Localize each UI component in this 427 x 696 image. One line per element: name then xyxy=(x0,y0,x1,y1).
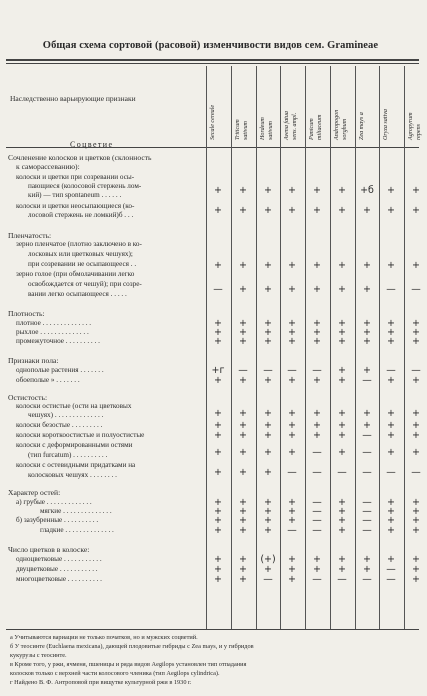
trait-mark: + xyxy=(214,574,222,585)
trait-mark: — xyxy=(287,365,297,376)
trait-label: зерно голое (при обмолачивании легко xyxy=(16,270,135,278)
trait-mark: + xyxy=(338,497,346,508)
trait-label: колоски и цветки неосыпающиеся (ко- xyxy=(16,202,135,210)
trait-label: многоцветковые . . . . . . . . . . xyxy=(16,575,102,583)
section-heading: Остистость: xyxy=(8,393,48,402)
trait-mark: — xyxy=(312,574,322,585)
trait-mark: + xyxy=(264,467,272,478)
trait-mark: — xyxy=(362,467,372,478)
trait-mark: + xyxy=(264,564,272,575)
trait-mark: + xyxy=(387,375,395,386)
trait-mark: + xyxy=(288,205,296,216)
trait-mark: — xyxy=(362,525,372,536)
trait-mark: + xyxy=(239,430,247,441)
column-divider xyxy=(206,66,207,629)
trait-mark: + xyxy=(288,260,296,271)
species-header: Agropyrum xyxy=(408,112,414,140)
column-divider xyxy=(379,66,380,629)
species-header: Zea mays а xyxy=(359,112,365,140)
trait-mark: — xyxy=(362,375,372,386)
trait-mark: — xyxy=(312,447,322,458)
trait-mark: + xyxy=(239,420,247,431)
trait-mark: + xyxy=(214,506,222,517)
trait-mark: + xyxy=(338,205,346,216)
footnote: г Найдено В. Ф. Антроповой при вищутке культурной ржи в 1930 г. xyxy=(10,679,192,686)
species-header: repens xyxy=(416,123,422,140)
trait-mark: + xyxy=(264,497,272,508)
species-header: Avena fatua xyxy=(284,111,290,140)
trait-label: зерно пленчатое (плотно заключено в ко- xyxy=(16,240,142,248)
trait-mark: — xyxy=(312,515,322,526)
trait-mark: — xyxy=(213,284,223,295)
section-heading: Характер остей: xyxy=(8,488,61,497)
trait-mark: + xyxy=(338,515,346,526)
trait-mark: + xyxy=(288,185,296,196)
table-title: Общая схема сортовой (расовой) изменчивости видов сем. Gramineae xyxy=(42,40,379,51)
species-header: Secale cereale xyxy=(210,104,216,140)
trait-mark: + xyxy=(239,574,247,585)
trait-mark: + xyxy=(313,336,321,347)
trait-mark: + xyxy=(239,447,247,458)
trait-mark: + xyxy=(214,205,222,216)
trait-mark: + xyxy=(412,574,420,585)
trait-mark: + xyxy=(387,447,395,458)
trait-mark: + xyxy=(338,375,346,386)
trait-mark: + xyxy=(412,375,420,386)
section-heading: Признаки пола: xyxy=(8,356,59,365)
trait-mark: + xyxy=(264,515,272,526)
trait-mark: + xyxy=(338,430,346,441)
trait-mark: — xyxy=(386,467,396,478)
species-header: Hordeum xyxy=(260,117,266,140)
trait-mark: + xyxy=(412,420,420,431)
trait-mark: + xyxy=(239,260,247,271)
trait-mark: + xyxy=(214,525,222,536)
trait-mark: + xyxy=(338,260,346,271)
trait-mark: + xyxy=(264,205,272,216)
trait-mark: + xyxy=(412,327,420,338)
trait-mark: + xyxy=(313,318,321,329)
footnote: б У теосинте (Euchlaena mexicana), дающей плодовитые гибриды с Zea mays, и у гибридов xyxy=(10,643,254,650)
trait-mark: + xyxy=(412,430,420,441)
species-header: Panicum xyxy=(309,118,315,140)
section-title-soctvetie: Соцветие xyxy=(70,140,114,149)
trait-mark: + xyxy=(264,336,272,347)
trait-mark: + xyxy=(387,506,395,517)
trait-mark: + xyxy=(363,554,371,565)
trait-mark: + xyxy=(239,506,247,517)
trait-mark: + xyxy=(412,318,420,329)
trait-mark: +б xyxy=(360,185,374,196)
trait-mark: + xyxy=(264,284,272,295)
trait-mark: + xyxy=(387,185,395,196)
section-heading: Число цветков в колоске: xyxy=(8,545,90,554)
trait-mark: + xyxy=(412,408,420,419)
trait-mark: — xyxy=(386,564,396,575)
trait-mark: + xyxy=(363,327,371,338)
trait-mark: + xyxy=(214,467,222,478)
trait-mark: + xyxy=(288,497,296,508)
trait-mark: — xyxy=(386,574,396,585)
trait-mark: + xyxy=(363,408,371,419)
section-heading: к саморассеванию): xyxy=(16,162,80,171)
column-divider xyxy=(355,66,356,629)
trait-mark: + xyxy=(288,420,296,431)
trait-mark: + xyxy=(239,205,247,216)
trait-mark: + xyxy=(387,408,395,419)
trait-mark: + xyxy=(387,318,395,329)
trait-mark: — xyxy=(362,497,372,508)
trait-mark: + xyxy=(239,554,247,565)
trait-mark: + xyxy=(313,185,321,196)
trait-label: лосковых или цветковых чешуях); xyxy=(28,250,133,258)
trait-label: однополые растения . . . . . . . xyxy=(16,366,104,374)
trait-mark: + xyxy=(387,497,395,508)
trait-mark: + xyxy=(214,260,222,271)
trait-mark: — xyxy=(362,515,372,526)
trait-mark: + xyxy=(313,284,321,295)
trait-mark: — xyxy=(312,365,322,376)
trait-mark: — xyxy=(386,284,396,295)
trait-mark: + xyxy=(214,327,222,338)
trait-mark: + xyxy=(313,554,321,565)
trait-mark: — xyxy=(312,497,322,508)
trait-label: колоски остистые (ости на цветковых xyxy=(16,402,132,410)
trait-mark: + xyxy=(363,420,371,431)
trait-mark: — xyxy=(362,447,372,458)
trait-label: мягкие . . . . . . . . . . . . . . xyxy=(40,507,112,515)
trait-mark: + xyxy=(313,205,321,216)
header-bottom-rule xyxy=(6,147,419,148)
trait-label: плотное . . . . . . . . . . . . . . xyxy=(16,319,92,327)
trait-mark: + xyxy=(338,525,346,536)
trait-mark: + xyxy=(239,467,247,478)
trait-mark: — xyxy=(287,467,297,478)
trait-mark: + xyxy=(264,525,272,536)
trait-mark: — xyxy=(411,284,421,295)
trait-mark: + xyxy=(288,515,296,526)
trait-mark: + xyxy=(214,515,222,526)
trait-mark: — xyxy=(312,506,322,517)
trait-mark: + xyxy=(363,318,371,329)
trait-label: рыхлое . . . . . . . . . . . . . . xyxy=(16,328,89,336)
trait-mark: + xyxy=(387,420,395,431)
trait-label: б) зазубренные . . . . . . . . . . xyxy=(16,516,99,524)
trait-mark: + xyxy=(288,554,296,565)
trait-mark: + xyxy=(239,375,247,386)
trait-mark: + xyxy=(264,430,272,441)
trait-mark: + xyxy=(363,564,371,575)
trait-mark: + xyxy=(363,336,371,347)
species-header: Triticum xyxy=(235,119,241,140)
trait-mark: + xyxy=(288,318,296,329)
trait-mark: + xyxy=(239,185,247,196)
trait-mark: + xyxy=(214,420,222,431)
trait-mark: + xyxy=(412,554,420,565)
trait-label: колоски короткоостистые и полуостистые xyxy=(16,431,145,439)
trait-mark: + xyxy=(214,497,222,508)
trait-mark: + xyxy=(264,447,272,458)
trait-mark: — xyxy=(312,467,322,478)
footnote: колосков только с верхней части колосового членика (тип Aegilops cylindrica). xyxy=(10,670,220,677)
trait-mark: + xyxy=(239,497,247,508)
trait-mark: + xyxy=(313,420,321,431)
trait-mark: — xyxy=(287,525,297,536)
trait-mark: + xyxy=(214,554,222,565)
trait-mark: + xyxy=(387,327,395,338)
trait-mark: — xyxy=(337,574,347,585)
trait-mark: (+) xyxy=(260,554,276,565)
trait-mark: + xyxy=(338,185,346,196)
trait-mark: + xyxy=(264,260,272,271)
trait-label: обоеполые » . . . . . . . xyxy=(16,376,80,384)
trait-mark: + xyxy=(239,515,247,526)
trait-mark: + xyxy=(313,327,321,338)
trait-mark: + xyxy=(264,420,272,431)
trait-mark: — xyxy=(263,365,273,376)
trait-mark: + xyxy=(387,515,395,526)
trait-mark: + xyxy=(288,375,296,386)
trait-label: при созревании не осыпающееся . . xyxy=(28,260,137,268)
species-header: sativum xyxy=(268,121,274,140)
trait-mark: — xyxy=(386,365,396,376)
species-header: miliaceum xyxy=(317,114,323,140)
trait-mark: + xyxy=(288,327,296,338)
trait-mark: + xyxy=(338,336,346,347)
trait-mark: + xyxy=(214,375,222,386)
trait-label: (тип furcatum) . . . . . . . . . . xyxy=(28,451,108,459)
trait-label: а) грубые . . . . . . . . . . . . . xyxy=(16,498,92,506)
trait-mark: + xyxy=(214,447,222,458)
column-divider xyxy=(231,66,232,629)
trait-label: колосковых чешуях . . . . . . . . xyxy=(28,471,117,479)
trait-mark: + xyxy=(338,447,346,458)
trait-mark: + xyxy=(412,515,420,526)
trait-mark: + xyxy=(239,564,247,575)
trait-mark: + xyxy=(288,430,296,441)
trait-label: чешуях) . . . . . . . . . . . . . . xyxy=(28,411,104,419)
trait-mark: + xyxy=(387,525,395,536)
trait-mark: + xyxy=(338,506,346,517)
species-header: sens. ampl. xyxy=(292,112,298,140)
trait-mark: + xyxy=(313,375,321,386)
trait-label: гладкие . . . . . . . . . . . . . . xyxy=(40,526,114,534)
trait-mark: + xyxy=(288,447,296,458)
trait-mark: + xyxy=(239,408,247,419)
trait-mark: + xyxy=(288,506,296,517)
trait-mark: — xyxy=(238,365,248,376)
trait-mark: + xyxy=(363,365,371,376)
trait-label: двуцветковые . . . . . . . . . . . xyxy=(16,565,98,573)
footnote: в Кроме того, у ржи, ячменя, пшеницы и ряда видов Aegilops установлен тип отпадания xyxy=(10,661,247,668)
trait-mark: — xyxy=(312,525,322,536)
trait-mark: + xyxy=(313,430,321,441)
trait-mark: + xyxy=(313,408,321,419)
trait-mark: + xyxy=(239,318,247,329)
trait-mark: + xyxy=(288,284,296,295)
trait-mark: + xyxy=(264,408,272,419)
trait-label: освобождается от чешуй); при созре- xyxy=(28,280,142,288)
trait-mark: + xyxy=(214,185,222,196)
trait-mark: + xyxy=(387,260,395,271)
trait-mark: + xyxy=(239,525,247,536)
trait-mark: + xyxy=(288,408,296,419)
trait-mark: + xyxy=(264,327,272,338)
trait-mark: + xyxy=(214,336,222,347)
trait-mark: + xyxy=(387,336,395,347)
section-heading: Сочленение колосков и цветков (склонность xyxy=(8,153,152,162)
trait-mark: + xyxy=(264,506,272,517)
trait-mark: + xyxy=(288,564,296,575)
table-top-rule xyxy=(6,59,419,61)
trait-label: пающиеся (колосовой стержень лом- xyxy=(28,182,142,190)
trait-mark: — xyxy=(362,574,372,585)
trait-mark: + xyxy=(363,260,371,271)
trait-mark: + xyxy=(412,506,420,517)
trait-label: промежуточное . . . . . . . . . . xyxy=(16,337,100,345)
trait-mark: + xyxy=(313,564,321,575)
species-header: sorghum xyxy=(342,118,348,140)
section-heading: Плотность: xyxy=(8,309,45,318)
trait-mark: — xyxy=(337,467,347,478)
trait-label: кий) — тип spontaneum . . . . . . xyxy=(28,191,122,199)
column-divider xyxy=(256,66,257,629)
trait-mark: + xyxy=(387,430,395,441)
trait-mark: + xyxy=(338,420,346,431)
footnote: а Учитываются вариации не только початков, но и мужских соцветий. xyxy=(10,634,198,641)
trait-mark: + xyxy=(363,284,371,295)
trait-mark: + xyxy=(412,447,420,458)
trait-mark: + xyxy=(412,205,420,216)
trait-mark: + xyxy=(412,336,420,347)
trait-mark: + xyxy=(239,284,247,295)
header-label: Наследственно варьирующие признаки xyxy=(10,94,136,103)
trait-mark: + xyxy=(363,205,371,216)
trait-label: колоски с деформированными остями xyxy=(16,441,133,449)
footnote: кукурузы с теосинте. xyxy=(10,652,67,659)
species-header: Andropogon xyxy=(334,109,340,140)
trait-mark: — xyxy=(362,506,372,517)
trait-mark: + xyxy=(338,318,346,329)
trait-mark: + xyxy=(214,318,222,329)
trait-mark: + xyxy=(288,336,296,347)
trait-mark: + xyxy=(214,408,222,419)
trait-label: колоски и цветки при созревании осы- xyxy=(16,173,135,181)
trait-label: колоски с остевидными придатками на xyxy=(16,461,136,469)
trait-mark: + xyxy=(288,574,296,585)
trait-mark: + xyxy=(239,336,247,347)
trait-mark: + xyxy=(338,554,346,565)
trait-mark: + xyxy=(412,497,420,508)
trait-mark: + xyxy=(387,554,395,565)
trait-mark: + xyxy=(412,185,420,196)
trait-label: колоски безостые . . . . . . . . . xyxy=(16,421,103,429)
table-bottom-rule xyxy=(6,629,419,630)
species-header: sativum xyxy=(243,121,249,140)
trait-mark: — xyxy=(362,430,372,441)
trait-mark: + xyxy=(239,327,247,338)
trait-mark: + xyxy=(412,260,420,271)
trait-mark: + xyxy=(264,185,272,196)
column-divider xyxy=(280,66,281,629)
column-divider xyxy=(305,66,306,629)
section-heading: Пленчатость: xyxy=(8,231,52,240)
species-header: Oryza sativa xyxy=(383,109,389,140)
trait-mark: + xyxy=(264,375,272,386)
trait-mark: + xyxy=(264,318,272,329)
table-top-rule-2 xyxy=(6,63,419,64)
trait-mark: + xyxy=(338,408,346,419)
trait-label: вании легко осыпающееся . . . . . xyxy=(28,290,127,298)
column-divider xyxy=(330,66,331,629)
trait-mark: — xyxy=(411,467,421,478)
trait-mark: +г xyxy=(211,365,225,376)
trait-mark: + xyxy=(214,430,222,441)
trait-mark: + xyxy=(412,525,420,536)
trait-mark: + xyxy=(338,327,346,338)
trait-mark: + xyxy=(338,284,346,295)
trait-mark: + xyxy=(338,564,346,575)
trait-mark: + xyxy=(313,260,321,271)
column-divider xyxy=(404,66,405,629)
trait-label: лосовой стержень не ломкий)б . . . xyxy=(28,211,134,219)
trait-mark: + xyxy=(338,365,346,376)
trait-mark: — xyxy=(263,574,273,585)
trait-mark: + xyxy=(214,564,222,575)
trait-label: одноцветковые . . . . . . . . . . . xyxy=(16,555,102,563)
trait-mark: — xyxy=(411,365,421,376)
trait-mark: + xyxy=(387,205,395,216)
trait-mark: + xyxy=(412,564,420,575)
